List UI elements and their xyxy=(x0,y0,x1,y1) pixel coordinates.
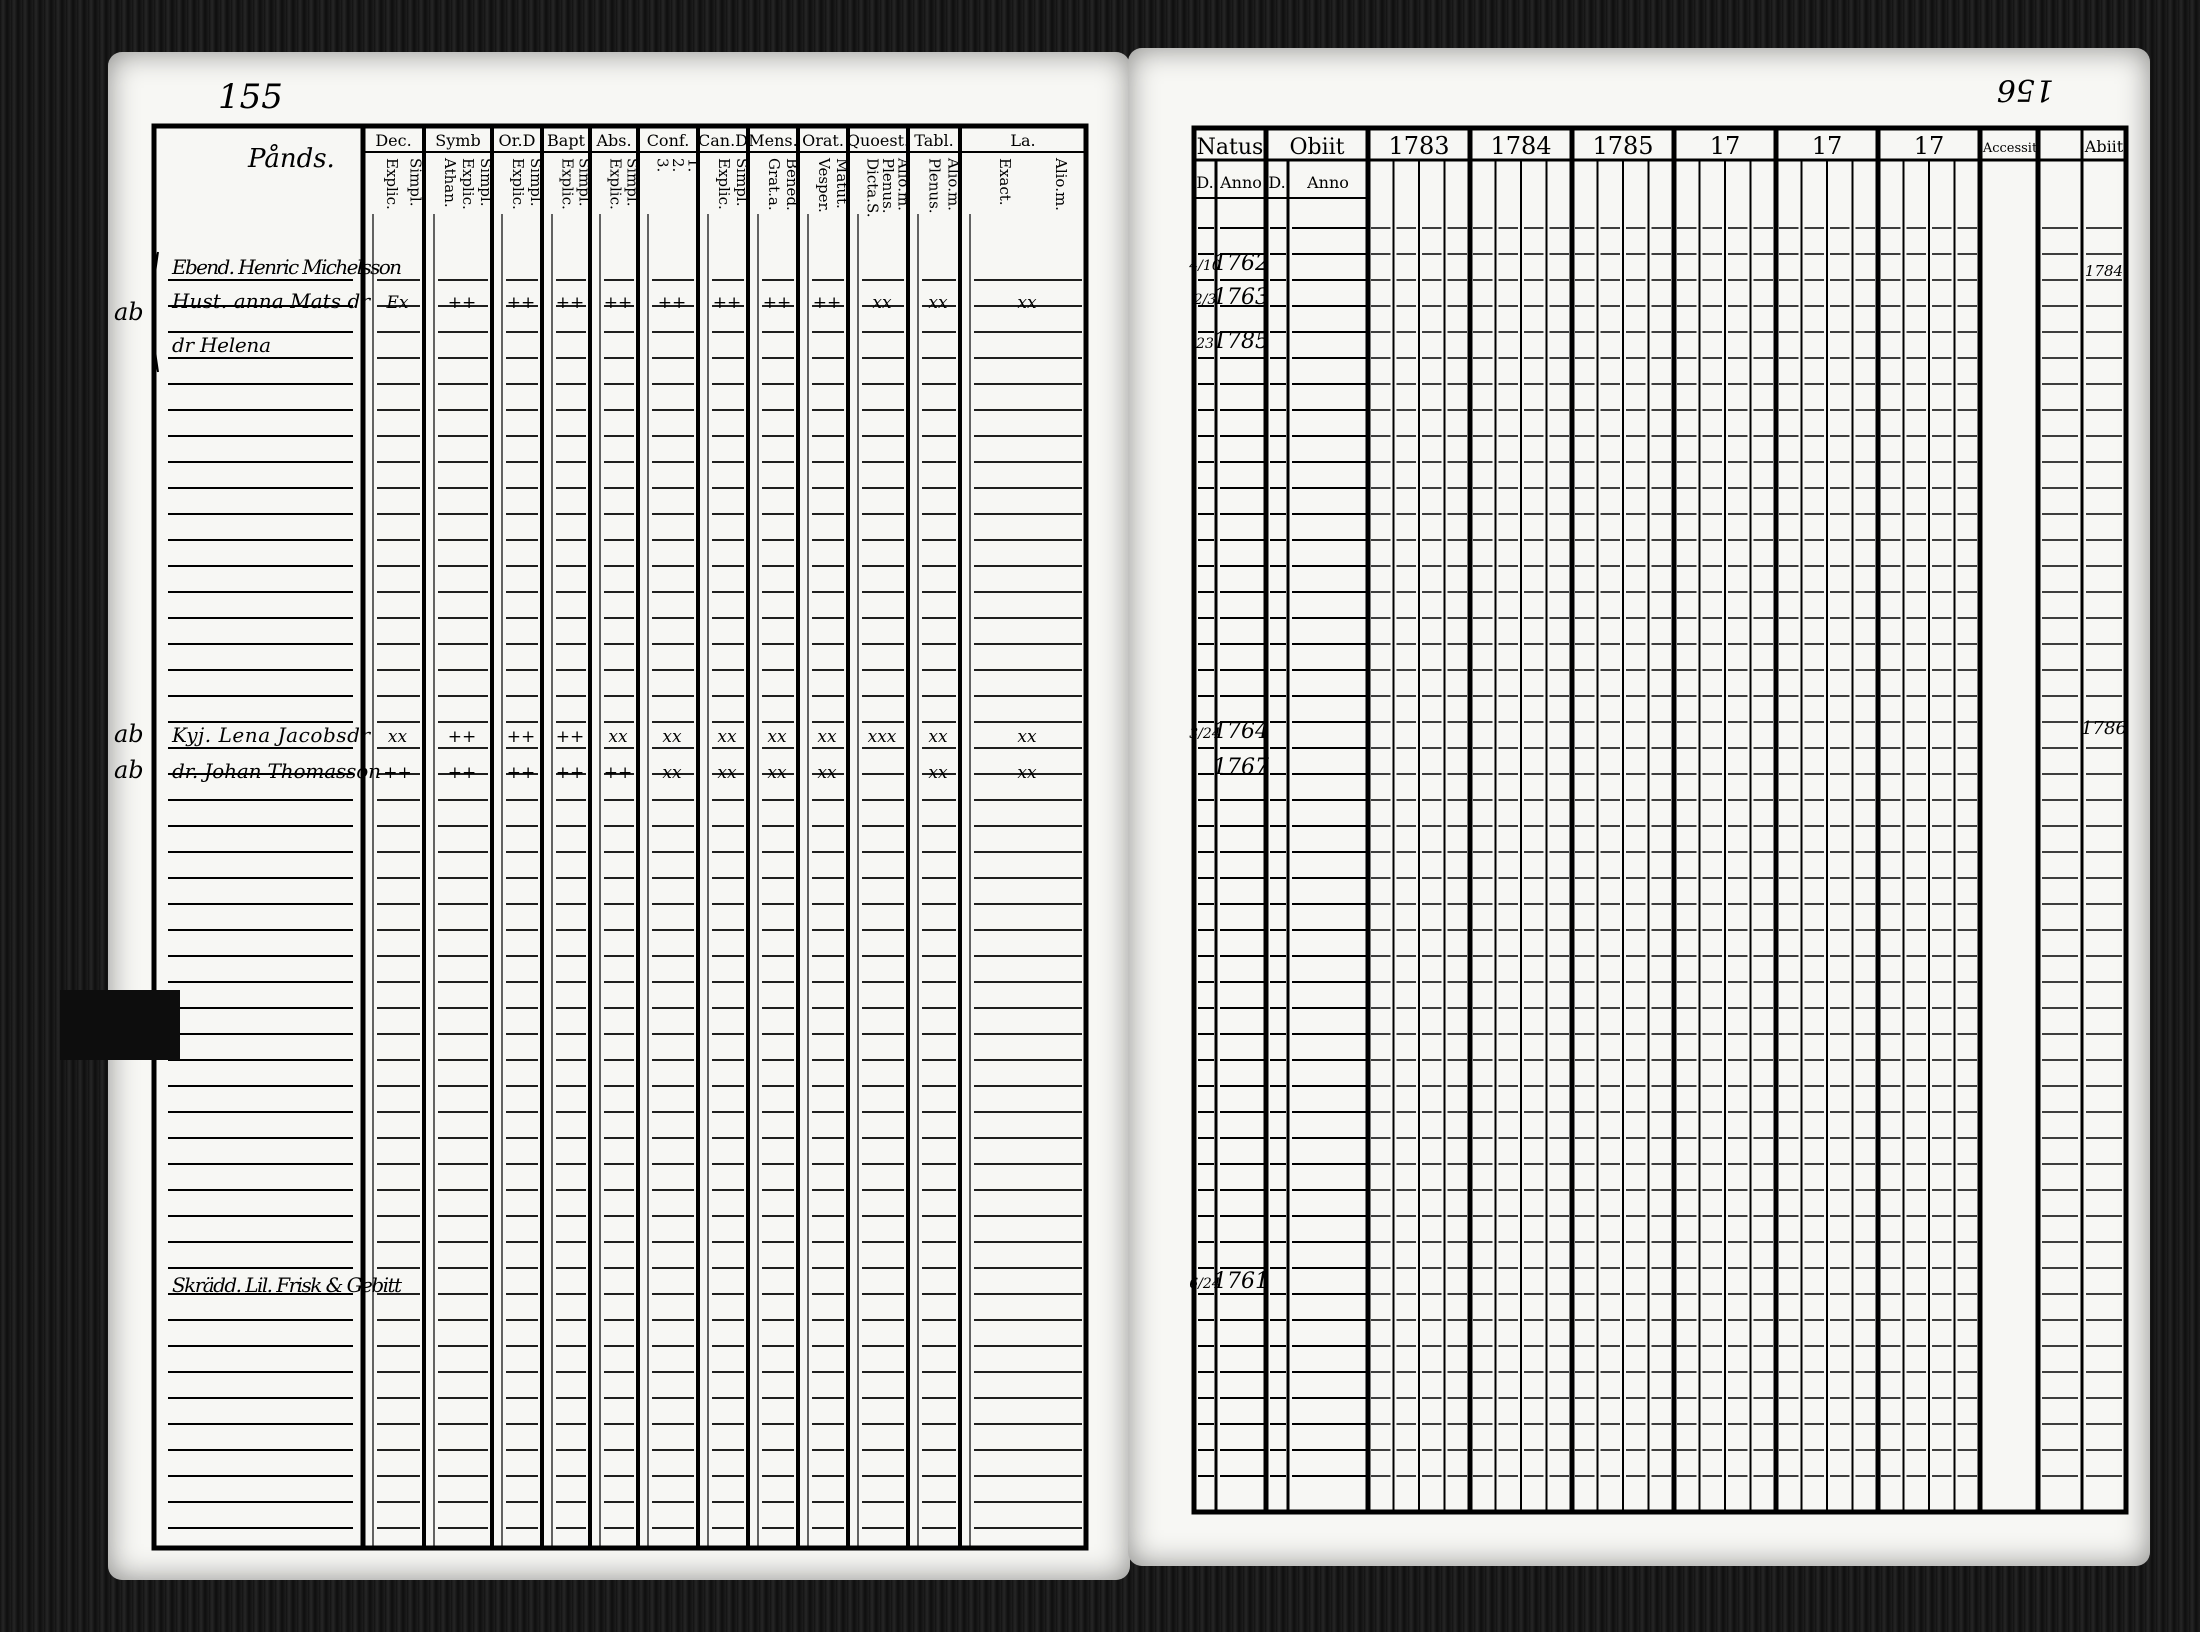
left-grid xyxy=(168,126,1086,1548)
column-header-sub: Athan. xyxy=(441,158,459,208)
natus-anno-header: Anno xyxy=(1220,173,1262,192)
entry-name: Skrädd. Lil. Frisk & Gebitt xyxy=(172,1273,402,1297)
year-header: 1785 xyxy=(1592,132,1654,160)
column-header-sub: Simpl. xyxy=(575,158,594,207)
entry-mark: ++ xyxy=(447,763,477,783)
column-header-sub: Explic. xyxy=(558,158,577,210)
year-header: 17 xyxy=(1913,132,1945,160)
column-header-sub: Simpl. xyxy=(527,158,545,207)
column-header-sub: Simpl. xyxy=(406,158,425,207)
entry-mark: xx xyxy=(1017,293,1037,313)
birth-year: 1763 xyxy=(1213,285,1269,310)
entry-mark: ++ xyxy=(657,293,687,313)
column-header-sub: 1. xyxy=(684,158,703,173)
birth-day: 23 xyxy=(1196,336,1214,352)
column-header-sub: Alio.m. xyxy=(944,158,963,211)
year-header: 1784 xyxy=(1490,132,1552,160)
column-header-top: Mens. xyxy=(748,131,798,150)
entry-mark: ++ xyxy=(555,727,585,747)
left-page-ledger xyxy=(108,52,1130,1580)
column-header-top: Or.D xyxy=(498,131,536,150)
column-header-sub: Explic. xyxy=(382,158,401,210)
entry-mark: ++ xyxy=(712,293,742,313)
column-header-sub: Alio.m. xyxy=(1052,158,1070,211)
entry-mark: xx xyxy=(767,727,787,747)
column-header-top: La. xyxy=(1010,131,1036,150)
column-header-sub: Simpl. xyxy=(733,158,751,207)
page-number: 155 xyxy=(218,77,283,117)
entry-mark: xx xyxy=(928,727,948,747)
entry-mark: xx xyxy=(817,763,837,783)
column-header-top: Quoest. xyxy=(846,131,910,150)
entry-margin-note: ab xyxy=(114,298,144,326)
entry-mark: ++ xyxy=(506,727,536,747)
page-title: Pånds. xyxy=(248,144,335,174)
column-header-top: Tabl. xyxy=(914,131,954,150)
column-header-sub: Alio.m. xyxy=(894,158,913,211)
entry-mark: xx xyxy=(717,727,737,747)
column-header-sub: Simpl. xyxy=(477,158,495,207)
entry-mark: xx xyxy=(662,727,682,747)
year-header: 17 xyxy=(1709,132,1741,160)
column-header-top: Bapt xyxy=(547,131,585,150)
entry-name: Ebend. Henric Michelsson xyxy=(172,255,402,279)
birth-year: 1764 xyxy=(1213,719,1269,744)
left-page xyxy=(108,52,1130,1580)
entry-mark: xx xyxy=(608,727,628,747)
birth-year: 1762 xyxy=(1213,251,1269,276)
obiit-header: Obiit xyxy=(1289,135,1345,160)
birth-day: 4/10 xyxy=(1189,258,1221,274)
right-table-frame xyxy=(1194,128,2126,1512)
entry-mark: ++ xyxy=(603,293,633,313)
natus-day-header: D. xyxy=(1196,173,1214,192)
right-page-number: 156 xyxy=(1996,72,2054,107)
entry-mark: xx xyxy=(767,763,787,783)
entry-mark: ++ xyxy=(447,727,477,747)
entry-mark: ++ xyxy=(555,763,585,783)
column-header-sub: Bened. xyxy=(783,158,801,211)
column-header-sub: Plenus. xyxy=(925,158,944,214)
entry-mark: ++ xyxy=(603,763,633,783)
column-header-sub: Explic. xyxy=(459,158,477,210)
column-header-sub: Grat.a. xyxy=(765,158,783,211)
column-header-sub: Explic. xyxy=(509,158,527,210)
right-page xyxy=(1128,48,2150,1566)
abiit-note: 1784 xyxy=(2084,262,2124,280)
page-tab-notch xyxy=(60,990,180,1060)
entry-mark: ++ xyxy=(812,293,842,313)
obiit-day-header: D. xyxy=(1268,173,1286,192)
entry-name: Kyj. Lena Jacobsdr xyxy=(172,723,370,747)
column-header-sub: Dicta.S. xyxy=(863,158,882,218)
entry-mark: ++ xyxy=(555,293,585,313)
birth-day: 6/24 xyxy=(1189,1276,1221,1292)
abiit-note: 1786 xyxy=(2081,718,2127,739)
entry-mark: xx xyxy=(717,763,737,783)
abiit-header: Abiit xyxy=(2084,137,2124,156)
accessit-header: Accessit xyxy=(1982,141,2038,156)
entry-name: dr Helena xyxy=(172,333,271,357)
year-header: 1783 xyxy=(1388,132,1450,160)
entry-mark: xx xyxy=(928,293,948,313)
birth-year: 1767 xyxy=(1213,755,1269,780)
column-header-sub: Exact. xyxy=(996,158,1014,206)
birth-year: 1785 xyxy=(1213,329,1269,354)
entry-mark: Ex xyxy=(386,293,409,313)
column-header-sub: Simpl. xyxy=(623,158,642,207)
entry-mark: xx xyxy=(928,763,948,783)
natus-header: Natus xyxy=(1196,135,1264,160)
column-header-top: Can.D xyxy=(698,131,748,150)
entry-mark: ++ xyxy=(762,293,792,313)
entry-name: Hust. anna Mats dr xyxy=(172,289,370,313)
entry-mark: ++ xyxy=(383,763,412,783)
entry-margin-note: ab xyxy=(114,720,144,748)
column-header-sub: Vesper. xyxy=(815,158,833,213)
entry-margin-note: ab xyxy=(114,756,144,784)
column-header-sub: Explic. xyxy=(715,158,733,210)
column-header-sub: Explic. xyxy=(606,158,625,210)
birth-day: 2/3 xyxy=(1193,292,1217,308)
column-header-sub: Plenus. xyxy=(879,158,897,214)
column-header-sub: 2. xyxy=(669,158,687,173)
entry-mark: ++ xyxy=(447,293,477,313)
obiit-anno-header: Anno xyxy=(1307,173,1349,192)
entry-mark: xx xyxy=(872,293,892,313)
entry-mark: xx xyxy=(1017,763,1037,783)
entry-mark: xx xyxy=(662,763,682,783)
birth-year: 1761 xyxy=(1213,1269,1269,1294)
left-column-headers xyxy=(375,131,1070,217)
column-header-top: Symb xyxy=(435,131,481,150)
column-header-top: Conf. xyxy=(646,131,690,150)
column-header-top: Dec. xyxy=(375,131,412,150)
column-header-sub: Matut. xyxy=(833,158,851,209)
entry-mark: xxx xyxy=(867,727,897,747)
entry-name: dr. Johan Thomasson xyxy=(172,759,381,783)
right-page-ledger xyxy=(1128,48,2150,1566)
right-grid xyxy=(1194,128,2126,1512)
column-header-top: Orat. xyxy=(802,131,844,150)
entry-mark: ++ xyxy=(506,293,536,313)
column-header-top: Abs. xyxy=(596,131,632,150)
entry-mark: xx xyxy=(817,727,837,747)
birth-day: 3/24 xyxy=(1189,726,1221,742)
entry-mark: ++ xyxy=(506,763,536,783)
column-header-sub: 3. xyxy=(653,158,672,173)
year-header: 17 xyxy=(1811,132,1843,160)
left-table-frame xyxy=(154,126,1086,1548)
entry-mark: xx xyxy=(387,727,408,747)
right-column-headers xyxy=(1196,132,2123,192)
entry-mark: xx xyxy=(1017,727,1037,747)
